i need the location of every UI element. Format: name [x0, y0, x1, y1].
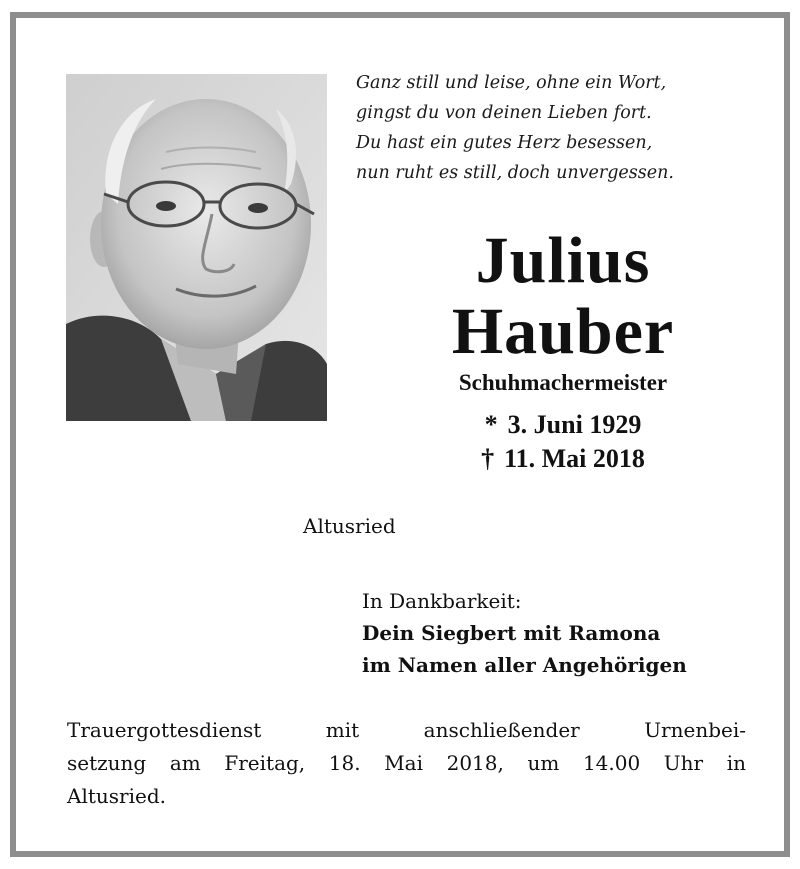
poem-line: nun ruht es still, doch unvergessen. [356, 163, 674, 183]
service-line-2: setzung am Freitag, 18. Mai 2018, um 14.00 Uhr in [67, 751, 746, 775]
mourner-line-2: im Namen aller Angehörigen [362, 653, 687, 677]
birth-star-icon: * [484, 410, 498, 439]
location: Altusried [303, 514, 396, 538]
service-line-1: Trauergottesdienst mit anschließender Urnenbei- [67, 718, 746, 742]
memorial-poem [356, 68, 766, 188]
obituary-frame [10, 12, 790, 857]
poem-line: Ganz still und leise, ohne ein Wort, [356, 73, 667, 93]
birth-date: 3. Juni 1929 [507, 410, 642, 439]
deceased-last-name: Hauber [451, 295, 675, 368]
thanks-intro: In Dankbarkeit: [362, 589, 522, 613]
death-date-line [328, 444, 798, 474]
death-date: 11. Mai 2018 [504, 444, 645, 473]
deceased-occupation: Schuhmachermeister [458, 370, 668, 395]
birth-date-line [328, 410, 798, 440]
deceased-first-name: Julius [475, 224, 651, 297]
funeral-service-notice [67, 714, 746, 813]
poem-line: gingst du von deinen Lieben fort. [356, 103, 652, 123]
death-cross-icon: † [481, 444, 495, 473]
mourner-line-1: Dein Siegbert mit Ramona [362, 621, 661, 645]
thanks-block [362, 585, 687, 681]
portrait-photo [66, 74, 327, 421]
portrait-image [66, 74, 327, 421]
poem-line: Du hast ein gutes Herz besessen, [356, 133, 653, 153]
service-line-3: Altusried. [67, 784, 166, 808]
